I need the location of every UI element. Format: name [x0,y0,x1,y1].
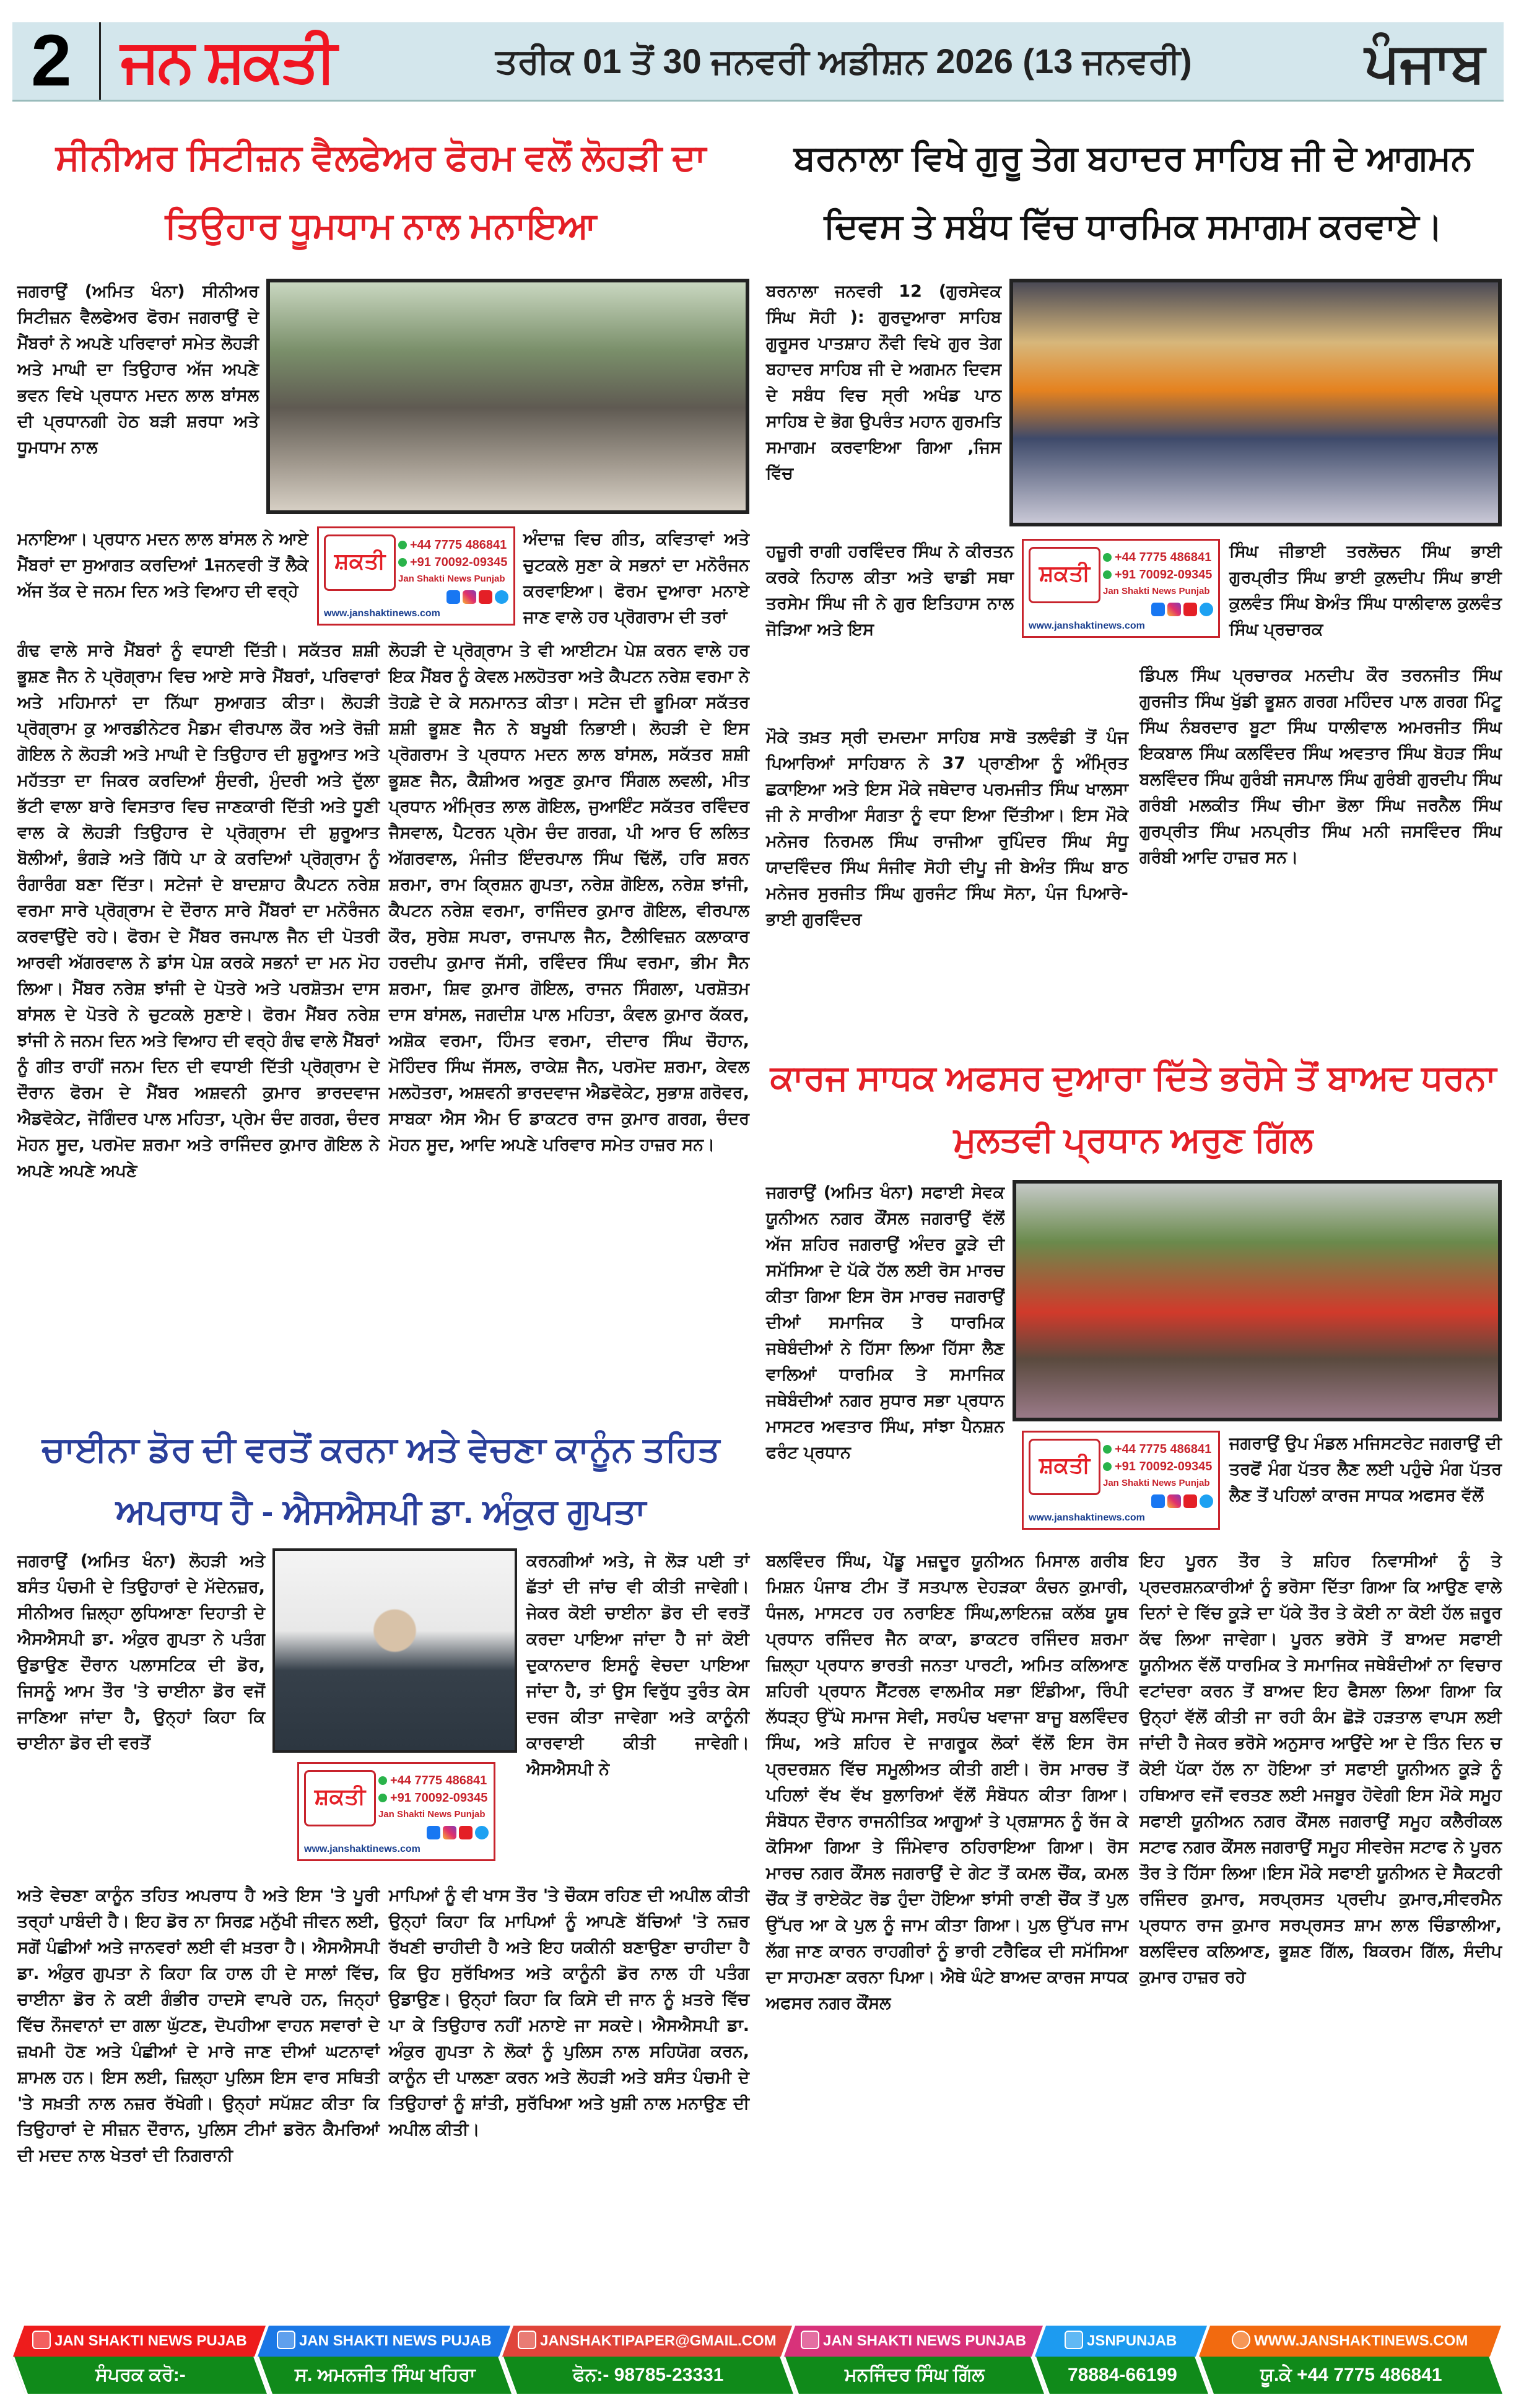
newspaper-logo [121,27,334,95]
dharna-text-col2: ਇਹ ਪੂਰਨ ਤੌਰ ਤੇ ਸ਼ਹਿਰ ਨਿਵਾਸੀਆਂ ਨੂੰ ਤੇ ਪ੍ਰਦਰਸ਼ਨਕਾਰੀਆਂ ਨੂੰ ਭਰੋਸਾ ਦਿੱਤਾ ਗਿਆ ਕਿ ਆਉਣ ਵਾਲੇ ਦਿਨਾਂ ਦੇ ਵਿੱਚ ਕੂੜੇ ਦਾ ਪੱਕੇ ਤੌਰ ਤੇ ਕੋਈ ਨਾ ਕੋਈ ਹੱਲ ਜ਼ਰੂਰ ਕੱਢ ਲਿਆ ਜਾਵੇਗਾ। ਪੂਰਨ ਭਰੋਸੇ ਤੋਂ ਬਾਅਦ ਸਫਾਈ ਯੂਨੀਅਨ ਵੱਲੋਂ ਧਾਰਮਿਕ ਤੇ ਸਮਾਜਿਕ ਜਥੇਬੰਦੀਆਂ ਨਾ ਵਿਚਾਰ ਵਟਾਂਦਰਾ ਕਰਨ ਤੋਂ ਬਾਅਦ ਇਹ ਫੈਸਲਾ ਲਿਆ ਗਿਆ ਕਿ ਉਨ੍ਹਾਂ ਵੱਲੋਂ ਕੀਤੀ ਜਾ ਰਹੀ ਕੰਮ ਛੋੜੋ ਹੜਤਾਲ ਵਾਪਸ ਲਈ ਜਾਂਦੀ ਹੈ ਜੇਕਰ ਭਰੋਸੇ ਅਨੁਸਾਰ ਆਉਂਦੇ ਆ ਦੇ ਤਿੰਨ ਦਿਨ ਚ ਕੋਈ ਪੱਕਾ ਹੱਲ ਨਾ ਹੋਇਆ ਤਾਂ ਸਫਾਈ ਯੂਨੀਅਨ ਕੂੜੇ ਨੂੰ ਹਥਿਆਰ ਵਜੋਂ ਵਰਤਣ ਲਈ ਮਜਬੂਰ ਹੋਵੇਗੀ ਇਸ ਮੌਕੇ ਸਮੂਹ ਸਫਾਈ ਯੂਨੀਅਨ ਨਗਰ ਕੌਂਸਲ ਜਗਰਾਉਂ ਸਮੂਹ ਕਲੈਰੀਕਲ ਸਟਾਫ ਨਗਰ ਕੌਂਸਲ ਜਗਰਾਉਂ ਸਮੂਹ ਸੀਵਰੇਜ ਸਟਾਫ ਨੇ ਪੂਰਨ ਤੌਰ ਤੇ ਹਿੱਸਾ ਲਿਆ।ਇਸ ਮੌਕੇ ਸਫਾਈ ਯੂਨੀਅਨ ਦੇ ਸੈਕਟਰੀ ਰਜਿੰਦਰ ਕੁਮਾਰ, ਸਰਪ੍ਰਸਤ ਪ੍ਰਦੀਪ ਕੁਮਾਰ,ਸੀਵਰਮੈਨ ਪ੍ਰਧਾਨ ਰਾਜ ਕੁਮਾਰ ਸਰਪ੍ਰਸਤ ਸ਼ਾਮ ਲਾਲ ਚਿੰਡਾਲੀਆ, ਬਲਵਿੰਦਰ ਕਲਿਆਣ, ਭੂਸ਼ਣ ਗਿੱਲ, ਬਿਕਰਮ ਗਿੱਲ, ਸੰਦੀਪ ਕੁਮਾਰ ਹਾਜ਼ਰ ਰਹੇ [1139,1551,1502,1987]
lohri-text-left: ਮਨਾਇਆ। ਪ੍ਰਧਾਨ ਮਦਨ ਲਾਲ ਬਾਂਸਲ ਨੇ ਆਏ ਮੈਂਬਰਾਂ ਦਾ ਸੁਆਗਤ ਕਰਦਿਆਂ 1ਜਨਵਰੀ ਤੋਂ ਲੈਕੇ ਅੱਜ ਤੱਕ ਦੇ ਜਨਮ ਦਿਨ ਅਤੇ ਵਿਆਹ ਦੀ ਵਰ੍ਹੇ [17,530,308,601]
footer-segment-youtube[interactable] [19,2326,260,2400]
barnala-photo [1009,279,1502,526]
dharna-headline [762,1047,1505,1171]
china-dor-text-intro: ਜਗਰਾਉਂ (ਅਮਿਤ ਖੰਨਾ) ਲੋਹੜੀ ਅਤੇ ਬਸੰਤ ਪੰਚਮੀ ਦੇ ਤਿਉਹਾਰਾਂ ਦੇ ਮੱਦੇਨਜ਼ਰ, ਸੀਨੀਅਰ ਜ਼ਿਲ੍ਹਾ ਲੁਧਿਆਣਾ ਦਿਹਾਤੀ ਦੇ ਐਸਐਸਪੀ ਡਾ. ਅੰਕੁਰ ਗੁਪਤਾ ਨੇ ਪਤੰਗ ਉਡਾਉਣ ਦੌਰਾਨ ਪਲਾਸਟਿਕ ਦੀ ਡੋਰ, ਜਿਸਨੂੰ ਆਮ ਤੌਰ 'ਤੇ ਚਾਈਨਾ ਡੋਰ ਵਜੋਂ ਜਾਣਿਆ ਜਾਂਦਾ ਹੈ, ਉਨ੍ਹਾਂ ਕਿਹਾ ਕਿ ਚਾਈਨਾ ਡੋਰ ਦੀ ਵਰਤੋਂ [17,1551,265,1753]
footer-bottom-bar [256,2357,512,2394]
barnala-text-col2-top: ਸਿੰਘ ਜੀਭਾਈ ਤਰਲੋਚਨ ਸਿੰਘ ਭਾਈ ਗੁਰਪ੍ਰੀਤ ਸਿੰਘ ਭਾਈ ਕੁਲਦੀਪ ਸਿੰਘ ਭਾਈ ਕੁਲਵੰਤ ਸਿੰਘ ਬੇਅੰਤ ਸਿੰਘ ਧਾਲੀਵਾਲ ਕੁਲਵੰਤ ਸਿੰਘ ਪ੍ਰਚਾਰਕ [1229,542,1502,639]
ad-website: www.janshaktinews.com [324,608,440,619]
instagram-icon [463,590,476,604]
china-dor-text-col2-top: ਕਰਨਗੀਆਂ ਅਤੇ, ਜੇ ਲੋੜ ਪਈ ਤਾਂ ਛੱਤਾਂ ਦੀ ਜਾਂਚ ਵੀ ਕੀਤੀ ਜਾਵੇਗੀ। ਜੇਕਰ ਕੋਈ ਚਾਈਨਾ ਡੋਰ ਦੀ ਵਰਤੋਂ ਕਰਦਾ ਪਾਇਆ ਜਾਂਦਾ ਹੈ ਜਾਂ ਕੋਈ ਦੁਕਾਨਦਾਰ ਇਸਨੂੰ ਵੇਚਦਾ ਪਾਇਆ ਜਾਂਦਾ ਹੈ, ਤਾਂ ਉਸ ਵਿਰੁੱਧ ਤੁਰੰਤ ਕੇਸ ਦਰਜ ਕੀਤਾ ਜਾਵੇਗਾ ਅਤੇ ਕਾਨੂੰਨੀ ਕਾਰਵਾਈ ਕੀਤੀ ਜਾਵੇਗੀ। ਐਸਐਸਪੀ ਨੇ [526,1551,749,1779]
ad-tagline: Jan Shakti News Punjab [378,1809,486,1820]
footer-segment-twitter[interactable] [1040,2326,1201,2400]
barnala-text-col2: ਡਿੰਪਲ ਸਿੰਘ ਪ੍ਰਚਾਰਕ ਮਨਦੀਪ ਕੌਰ ਤਰਨਜੀਤ ਸਿੰਘ ਗੁਰਜੀਤ ਸਿੰਘ ਖੁੱਡੀ ਭੂਸ਼ਨ ਗਰਗ ਮਹਿੰਦਰ ਪਾਲ ਗਰਗ ਮਿੰਟੂ ਸਿੰਘ ਨੰਬਰਦਾਰ ਬੂਟਾ ਸਿੰਘ ਧਾਲੀਵਾਲ ਅਮਰਜੀਤ ਸਿੰਘ ਇਕਬਾਲ ਸਿੰਘ ਕਲਵਿੰਦਰ ਸਿੰਘ ਅਵਤਾਰ ਸਿੰਘ ਬੋਹੜ ਸਿੰਘ ਬਲਵਿੰਦਰ ਸਿੰਘ ਗੁਰੰਬੀ ਜਸਪਾਲ ਸਿੰਘ ਗੁਰੰਬੀ ਗੁਰਦੀਪ ਸਿੰਘ ਗਰੰਬੀ ਮਲਕੀਤ ਸਿੰਘ ਚੀਮਾ ਭੋਲਾ ਸਿੰਘ ਜਰਨੈਲ ਸਿੰਘ ਗੁਰਪ੍ਰੀਤ ਸਿੰਘ ਮਨਪ੍ਰੀਤ ਸਿੰਘ ਮਨੀ ਜਸਵਿੰਦਰ ਸਿੰਘ ਗਰੰਬੀ ਆਦਿ ਹਾਜ਼ਰ ਸਨ। [1139,666,1502,867]
dharna-text-col1: ਬਲਵਿੰਦਰ ਸਿੰਘ, ਪੇਂਡੂ ਮਜ਼ਦੂਰ ਯੂਨੀਅਨ ਮਿਸਾਲ ਗਰੀਬ ਮਿਸ਼ਨ ਪੰਜਾਬ ਟੀਮ ਤੋਂ ਸਤਪਾਲ ਦੇਹੜਕਾ ਕੰਚਨ ਕੁਮਾਰੀ, ਧੰਜਲ, ਮਾਸਟਰ ਹਰ ਨਰਾਇਣ ਸਿੰਘ,ਲਾਇਨਜ਼ ਕਲੱਬ ਯੂਥ ਪ੍ਰਧਾਨ ਰਜਿੰਦਰ ਜੈਨ ਕਾਕਾ, ਡਾਕਟਰ ਰਜਿੰਦਰ ਸ਼ਰਮਾ ਜ਼ਿਲ੍ਹਾ ਪ੍ਰਧਾਨ ਭਾਰਤੀ ਜਨਤਾ ਪਾਰਟੀ, ਅਮਿਤ ਕਲਿਆਣ ਸ਼ਹਿਰੀ ਪ੍ਰਧਾਨ ਸੈਂਟਰਲ ਵਾਲਮੀਕ ਸਭਾ ਇੰਡੀਆ, ਰਿੰਪੀ ਲੱਧੜ੍ਹ ਉੱਘੇ ਸਮਾਜ ਸੇਵੀ, ਸਰਪੰਚ ਖਵਾਜਾ ਬਾਜੂ ਬਲਵਿੰਦਰ ਸਿੰਘ, ਅਤੇ ਸ਼ਹਿਰ ਦੇ ਜਾਗਰੂਕ ਲੋਕਾਂ ਵੱਲੋਂ ਇਸ ਰੋਸ ਪ੍ਰਦਰਸ਼ਨ ਵਿੱਚ ਸਮੂਲੀਅਤ ਕੀਤੀ ਗਈ। ਰੋਸ ਮਾਰਚ ਤੋਂ ਪਹਿਲਾਂ ਵੱਖ ਵੱਖ ਬੁਲਾਰਿਆਂ ਵੱਲੋਂ ਸੰਬੋਧਨ ਕੀਤਾ ਗਿਆ। ਸੰਬੋਧਨ ਦੌਰਾਨ ਰਾਜਨੀਤਿਕ ਆਗੂਆਂ ਤੇ ਪ੍ਰਸ਼ਾਸਨ ਨੂੰ ਰੱਜ ਕੇ ਕੋਸਿਆ ਗਿਆ ਤੇ ਜਿੰਮੇਵਾਰ ਠਹਿਰਾਇਆ ਗਿਆ। ਰੋਸ ਮਾਰਚ ਨਗਰ ਕੌਂਸਲ ਜਗਰਾਉਂ ਦੇ ਗੇਟ ਤੋਂ ਕਮਲ ਚੌਂਕ, ਕਮਲ ਚੌਂਕ ਤੋਂ ਰਾਏਕੋਟ ਰੋਡ ਹੁੰਦਾ ਹੋਇਆ ਝਾਂਸੀ ਰਾਣੀ ਚੌਂਕ ਤੋਂ ਪੁਲ ਉੱਪਰ ਆ ਕੇ ਪੁਲ ਨੂੰ ਜਾਮ ਕੀਤਾ ਗਿਆ। ਪੁਲ ਉੱਪਰ ਜਾਮ ਲੱਗ ਜਾਣ ਕਾਰਨ ਰਾਹਗੀਰਾਂ ਨੂੰ ਭਾਰੀ ਟਰੈਫਿਕ ਦੀ ਸਮੱਸਿਆ ਦਾ ਸਾਹਮਣਾ ਕਰਨਾ ਪਿਆ। ਐਥੇ ਘੰਟੇ ਬਾਅਦ ਕਾਰਜ ਸਾਧਕ ਅਫਸਰ ਨਗਰ ਕੌਂਸਲ [766,1551,1128,2013]
ad-website: www.janshaktinews.com [1029,1512,1145,1523]
ad-phone-india: +91 70092-09345 [1103,567,1212,583]
jan-shakti-ad [1022,1431,1220,1530]
footer-top-bar [502,2326,792,2357]
footer-top-bar [13,2326,266,2357]
lohri-photo-image [270,282,746,510]
twitter-icon [1065,2331,1083,2349]
headline-line: ਤਿਉਹਾਰ ਧੂਮਧਾਮ ਨਾਲ ਮਨਾਇਆ [165,206,597,246]
jan-shakti-ad [1022,539,1220,638]
youtube-icon [459,1826,473,1839]
headline-line: ਸੀਨੀਅਰ ਸਿਟੀਜ਼ਨ ਵੈਲਫੇਅਰ ਫੋਰਮ ਵਲੋਂ ਲੋਹੜੀ ਦਾ [55,137,707,178]
ad-website: www.janshaktinews.com [304,1844,420,1854]
footer-bottom-bar [1198,2357,1502,2394]
ad-phone-uk: +44 7775 486841 [398,537,507,553]
lohri-text-col1: ਗੰਢ ਵਾਲੇ ਸਾਰੇ ਮੈਂਬਰਾਂ ਨੂੰ ਵਧਾਈ ਦਿੱਤੀ। ਸਕੱਤਰ ਸ਼ਸ਼ੀ ਭੂਸ਼ਣ ਜੈਨ ਨੇ ਪ੍ਰੋਗ੍ਰਾਮ ਵਿਚ ਆਏ ਸਾਰੇ ਮੈਂਬਰਾਂ, ਪਰਿਵਾਰਾਂ ਅਤੇ ਮਹਿਮਾਨਾਂ ਦਾ ਨਿੱਘਾ ਸੁਆਗਤ ਕੀਤਾ। ਲੋਹੜੀ ਪ੍ਰੋਗ੍ਰਾਮ ਕੁ ਆਰਡੀਨੇਟਰ ਮੈਡਮ ਵੀਰਪਾਲ ਕੌਰ ਅਤੇ ਰੋਜ਼ੀ ਗੋਇਲ ਨੇ ਲੋਹੜੀ ਅਤੇ ਮਾਘੀ ਦੇ ਤਿਉਹਾਰ ਦੀ ਸ਼ੁਰੂਆਤ ਅਤੇ ਮਹੱਤਤਾ ਦਾ ਜਿਕਰ ਕਰਦਿਆਂ ਸੁੰਦਰੀ, ਮੁੰਦਰੀ ਅਤੇ ਦੁੱਲਾ ਭੱਟੀ ਵਾਲਾ ਬਾਰੇ ਵਿਸਤਾਰ ਵਿਚ ਜਾਣਕਾਰੀ ਦਿੱਤੀ ਅਤੇ ਧੂਣੀ ਵਾਲ ਕੇ ਲੋਹੜੀ ਤਿਉਹਾਰ ਦੇ ਪ੍ਰੋਗ੍ਰਾਮ ਦੀ ਸ਼ੁਰੂਆਤ ਬੋਲੀਆਂ, ਭੰਗੜੇ ਅਤੇ ਗਿੱਧੇ ਪਾ ਕੇ ਕਰਦਿਆਂ ਪ੍ਰੋਗ੍ਰਾਮ ਨੂੰ ਰੰਗਾਰੰਗ ਬਣਾ ਦਿੱਤਾ। ਸਟੇਜਾਂ ਦੇ ਬਾਦਸ਼ਾਹ ਕੈਪਟਨ ਨਰੇਸ਼ ਵਰਮਾ ਸਾਰੇ ਪ੍ਰੋਗ੍ਰਾਮ ਦੇ ਦੌਰਾਨ ਸਾਰੇ ਮੈਂਬਰਾਂ ਦਾ ਮਨੋਰੰਜਨ ਕਰਵਾਉਂਦੇ ਰਹੇ। ਫੋਰਮ ਦੇ ਮੈਂਬਰ ਰਜਪਾਲ ਜੈਨ ਦੀ ਪੋਤਰੀ ਆਰਵੀ ਅੱਗਰਵਾਲ ਨੇ ਡਾਂਸ ਪੇਸ਼ ਕਰਕੇ ਸਭਨਾਂ ਦਾ ਮਨ ਮੋਹ ਲਿਆ। ਮੈਂਬਰ ਨਰੇਸ਼ ਝਾਂਜੀ ਦੇ ਪੋਤਰੇ ਅਤੇ ਪਰਸ਼ੋਤਮ ਦਾਸ ਬਾਂਸਲ ਦੇ ਪੋਤਰੇ ਨੇ ਚੁਟਕਲੇ ਸੁਣਾਏ। ਫੋਰਮ ਮੈਂਬਰ ਨਰੇਸ਼ ਝਾਂਜੀ ਨੇ ਜਨਮ ਦਿਨ ਅਤੇ ਵਿਆਹ ਦੀ ਵਰ੍ਹੇ ਗੰਢ ਵਾਲੇ ਮੈਂਬਰਾਂ ਨੂੰ ਗੀਤ ਰਾਹੀਂ ਜਨਮ ਦਿਨ ਦੀ ਵਧਾਈ ਦਿੱਤੀ ਪ੍ਰੋਗ੍ਰਾਮ ਦੇ ਦੌਰਾਨ ਫੋਰਮ ਦੇ ਮੈਂਬਰ ਅਸ਼ਵਨੀ ਕੁਮਾਰ ਭਾਰਦਵਾਜ ਐਡਵੋਕੇਟ, ਜੋਗਿੰਦਰ ਪਾਲ ਮਹਿਤਾ, ਪ੍ਰੇਮ ਚੰਦ ਗਰਗ, ਚੰਦਰ ਮੋਹਨ ਸੂਦ, ਪਰਮੋਦ ਸ਼ਰਮਾ ਅਤੇ ਰਾਜਿੰਦਰ ਕੁਮਾਰ ਗੋਇਲ ਨੇ ਅਪਣੇ ਅਪਣੇ ਅਪਣੇ [17,641,380,1180]
gurdwara-photo-image [1013,282,1498,523]
ad-social-icons [1151,1494,1213,1508]
instagram-icon [443,1826,456,1839]
footer-website: WWW.JANSHAKTINEWS.COM [1254,2332,1468,2349]
facebook-icon [427,1826,440,1839]
ad-website: www.janshaktinews.com [1029,621,1145,631]
china-dor-headline [12,1418,749,1542]
twitter-icon [495,590,508,604]
youtube-icon [1183,603,1197,616]
twitter-icon [1200,1494,1213,1508]
facebook-icon [277,2331,295,2349]
gmail-icon [518,2331,536,2349]
footer-phone: ਫੋਨ:- 98785-23331 [573,2365,724,2385]
footer-bottom-bar [501,2357,793,2394]
ad-phone-uk: +44 7775 486841 [378,1773,487,1789]
dharna-photo [1013,1180,1502,1421]
footer-bottom-bar [783,2357,1044,2394]
facebook-icon [1151,603,1165,616]
footer-segment-gmail[interactable] [508,2326,786,2400]
section-name: ਪੰਜਾਬ [1364,32,1485,93]
twitter-icon [475,1826,489,1839]
footer-bottom-bar [12,2357,267,2394]
twitter-icon [1200,603,1213,616]
ad-phone-india: +91 70092-09345 [1103,1459,1212,1475]
ad-logo: ਸ਼ਕਤੀ [304,1770,376,1826]
instagram-icon [1167,603,1181,616]
footer-handle: JAN SHAKTI NEWS PUJAB [298,2332,492,2349]
ad-tagline: Jan Shakti News Punjab [1103,586,1210,596]
facebook-icon [447,590,460,604]
ad-phone-india: +91 70092-09345 [378,1790,487,1806]
ad-social-icons [427,1826,489,1839]
footer-segment-instagram[interactable] [790,2326,1037,2400]
footer-contact-label: ਸੰਪਰਕ ਕਰੋ:- [95,2365,186,2385]
headline-line: ਮੁਲਤਵੀ ਪ੍ਰਧਾਨ ਅਰੁਣ ਗਿੱਲ [953,1120,1313,1159]
jan-shakti-ad [317,526,515,626]
headline-line: ਕਾਰਜ ਸਾਧਕ ਅਫਸਰ ਦੁਆਰਾ ਦਿੱਤੇ ਭਰੋਸੇ ਤੋਂ ਬਾਅਦ ਧਰਨਾ [770,1058,1497,1097]
dharna-text-col2-top: ਜਗਰਾਉਂ ਉਪ ਮੰਡਲ ਮਜਿਸਟਰੇਟ ਜਗਰਾਉਂ ਦੀ ਤਰਫੋਂ ਮੰਗ ਪੱਤਰ ਲੈਣ ਲਈ ਪਹੁੰਚੇ ਮੰਗ ਪੱਤਰ ਲੈਣ ਤੋਂ ਪਹਿਲਾਂ ਕਾਰਜ ਸਾਧਕ ਅਫਸਰ ਵੱਲੋਂ [1229,1434,1502,1505]
lohri-text-intro: ਜਗਰਾਉਂ (ਅਮਿਤ ਖੰਨਾ) ਸੀਨੀਅਰ ਸਿਟੀਜ਼ਨ ਵੈਲਫੇਅਰ ਫੋਰਮ ਜਗਰਾਉਂ ਦੇ ਮੈਂਬਰਾਂ ਨੇ ਅਪਣੇ ਪਰਿਵਾਰਾਂ ਸਮੇਤ ਲੋਹੜੀ ਅਤੇ ਮਾਘੀ ਦਾ ਤਿਉਹਾਰ ਅੱਜ ਅਪਣੇ ਭਵਨ ਵਿਖੇ ਪ੍ਰਧਾਨ ਮਦਨ ਲਾਲ ਬਾਂਸਲ ਦੀ ਪ੍ਰਧਾਨਗੀ ਹੇਠ ਬੜੀ ਸ਼ਰਧਾ ਅਤੇ ਧੂਮਧਾਮ ਨਾਲ [17,282,259,457]
masthead-divider [99,22,101,100]
footer-phone-uk: ਯੂ.ਕੇ +44 7775 486841 [1260,2365,1442,2385]
masthead [12,22,1504,102]
ad-logo: ਸ਼ਕਤੀ [324,534,396,591]
footer-top-bar [784,2326,1043,2357]
ad-tagline: Jan Shakti News Punjab [398,574,505,584]
headline-line: ਦਿਵਸ ਤੇ ਸਬੰਧ ਵਿੱਚ ਧਾਰਮਿਕ ਸਮਾਗਮ ਕਰਵਾਏ। [824,206,1443,245]
youtube-icon [479,590,492,604]
dharna-text-intro: ਜਗਰਾਉਂ (ਅਮਿਤ ਖੰਨਾ) ਸਫਾਈ ਸੇਵਕ ਯੂਨੀਅਨ ਨਗਰ ਕੌਂਸਲ ਜਗਰਾਉਂ ਵੱਲੋਂ ਅੱਜ ਸ਼ਹਿਰ ਜਗਰਾਉਂ ਅੰਦਰ ਕੂੜੇ ਦੀ ਸਮੱਸਿਆ ਦੇ ਪੱਕੇ ਹੱਲ ਲਈ ਰੋਸ ਮਾਰਚ ਕੀਤਾ ਗਿਆ ਇਸ ਰੋਸ ਮਾਰਚ ਜਗਰਾਉਂ ਦੀਆਂ ਸਮਾਜਿਕ ਤੇ ਧਾਰਮਿਕ ਜਥੇਬੰਦੀਆਂ ਨੇ ਹਿੱਸਾ ਲਿਆ ਹਿੱਸਾ ਲੈਣ ਵਾਲਿਆਂ ਧਾਰਮਿਕ ਤੇ ਸਮਾਜਿਕ ਜਥੇਬੰਦੀਆਂ ਨਗਰ ਸੁਧਾਰ ਸਭਾ ਪ੍ਰਧਾਨ ਮਾਸਟਰ ਅਵਤਾਰ ਸਿੰਘ, ਸਾਂਝਾ ਪੈਨਸ਼ਨ ਫਰੰਟ ਪ੍ਰਧਾਨ [766,1183,1004,1462]
logo-text: ਜਨ ਸ਼ਕਤੀ [121,28,335,94]
page-number: 2 [31,20,72,102]
footer-segment-website[interactable] [1205,2326,1496,2400]
lohri-text-col2: ਲੋਹੜੀ ਦੇ ਪ੍ਰੋਗ੍ਰਾਮ ਤੇ ਵੀ ਆਈਟਮ ਪੇਸ਼ ਕਰਨ ਵਾਲੇ ਹਰ ਇਕ ਮੈਂਬਰ ਨੂੰ ਕੇਵਲ ਮਲਹੋਤਰਾ ਅਤੇ ਕੈਪਟਨ ਨਰੇਸ਼ ਵਰਮਾ ਨੇ ਤੋਹਫ਼ੇ ਦੇ ਕੇ ਸਨਮਾਨਤ ਕੀਤਾ। ਸਟੇਜ ਦੀ ਭੂਮਿਕਾ ਸਕੱਤਰ ਸ਼ਸ਼ੀ ਭੂਸ਼ਣ ਜੈਨ ਨੇ ਬਖੂਬੀ ਨਿਭਾਈ। ਲੋਹੜੀ ਦੇ ਇਸ ਪ੍ਰੋਗਰਾਮ ਤੇ ਪ੍ਰਧਾਨ ਮਦਨ ਲਾਲ ਬਾਂਸਲ, ਸਕੱਤਰ ਸ਼ਸ਼ੀ ਭੂਸ਼ਣ ਜੈਨ, ਕੈਸ਼ੀਅਰ ਅਰੁਣ ਕੁਮਾਰ ਸਿੰਗਲ ਲਵਲੀ, ਮੀਤ ਪ੍ਰਧਾਨ ਅੰਮ੍ਰਿਤ ਲਾਲ ਗੋਇਲ, ਜੁਆਇੰਟ ਸਕੱਤਰ ਰਵਿੰਦਰ ਜੈਸਵਾਲ, ਪੈਟਰਨ ਪ੍ਰੇਮ ਚੰਦ ਗਰਗ, ਪੀ ਆਰ ਓ ਲਲਿਤ ਅੱਗਰਵਾਲ, ਮੰਜੀਤ ਇੰਦਰਪਾਲ ਸਿੰਘ ਢਿੱਲੋਂ, ਹਰਿ ਸ਼ਰਨ ਸ਼ਰਮਾ, ਰਾਮ ਕ੍ਰਿਸ਼ਨ ਗੁਪਤਾ, ਨਰੇਸ਼ ਗੋਇਲ, ਨਰੇਸ਼ ਝਾਂਜੀ, ਕੈਪਟਨ ਨਰੇਸ਼ ਵਰਮਾ, ਰਾਜਿੰਦਰ ਕੁਮਾਰ ਗੋਇਲ, ਵੀਰਪਾਲ ਕੌਰ, ਸੁਰੇਸ਼ ਸਪਰਾ, ਰਾਜਪਾਲ ਜੈਨ, ਟੈਲੀਵਿਜ਼ਨ ਕਲਾਕਾਰ ਹਰਦੀਪ ਕੁਮਾਰ ਜੱਸੀ, ਰਵਿੰਦਰ ਸਿੰਘ ਵਰਮਾ, ਭੀਮ ਸੈਨ ਸ਼ਰਮਾ, ਸ਼ਿਵ ਕੁਮਾਰ ਗੋਇਲ, ਰਾਜਨ ਸਿੰਗਲਾ, ਪਰਸ਼ੋਤਮ ਦਾਸ ਬਾਂਸਲ, ਜਗਦੀਸ਼ ਪਾਲ ਮਹਿਤਾ, ਕੰਵਲ ਕੁਮਾਰ ਕੱਕਰ, ਅਸ਼ੋਕ ਵਰਮਾ, ਹਿੰਮਤ ਵਰਮਾ, ਦੀਦਾਰ ਸਿੰਘ ਚੌਹਾਨ, ਮੋਹਿੰਦਰ ਸਿੰਘ ਜੱਸਲ, ਰਾਕੇਸ਼ ਜੈਨ, ਪਰਮੋਦ ਸ਼ਰਮਾ, ਕੇਵਲ ਮਲਹੋਤਰਾ, ਅਸ਼ਵਨੀ ਭਾਰਦਵਾਜ ਐਡਵੋਕੇਟ, ਸੁਭਾਸ਼ ਗਰੋਵਰ, ਸਾਬਕਾ ਐਸ ਐਮ ਓ ਡਾਕਟਰ ਰਾਜ ਕੁਮਾਰ ਗਰਗ, ਚੰਦਰ ਮੋਹਨ ਸੂਦ, ਆਦਿ ਅਪਣੇ ਪਰਿਵਾਰ ਸਮੇਤ ਹਾਜ਼ਰ ਸਨ। [389,641,749,1154]
ad-social-icons [447,590,508,604]
ad-phone-uk: +44 7775 486841 [1103,1441,1211,1457]
lohri-headline [12,124,749,260]
contact-footer [12,2326,1504,2400]
footer-segment-facebook[interactable] [263,2326,505,2400]
youtube-icon [1183,1494,1197,1508]
facebook-icon [1151,1494,1165,1508]
instagram-icon [801,2331,819,2349]
footer-contact-name: ਮਨਜਿੰਦਰ ਸਿੰਘ ਗਿੱਲ [845,2365,985,2385]
ad-tagline: Jan Shakti News Punjab [1103,1478,1210,1488]
footer-handle: JAN SHAKTI NEWS PUJAB [54,2332,247,2349]
footer-handle: JAN SHAKTI NEWS PUNJAB [822,2332,1027,2349]
footer-contact-name: ਸ. ਅਮਨਜੀਤ ਸਿੰਘ ਖਹਿਰਾ [295,2365,476,2385]
footer-top-bar [1199,2326,1501,2357]
ssp-photo [272,1548,517,1753]
footer-handle: JSNPUNJAB [1087,2332,1177,2349]
edition-date: ਤਰੀਕ 01 ਤੋਂ 30 ਜਨਵਰੀ ਅਡੀਸ਼ਨ 2026 (13 ਜਨਵਰੀ) [495,41,1192,81]
youtube-icon [32,2331,51,2349]
police-officer-photo-image [275,1551,515,1750]
headline-line: ਬਰਨਾਲਾ ਵਿਖੇ ਗੁਰੂ ਤੇਗ ਬਹਾਦਰ ਸਾਹਿਬ ਜੀ ਦੇ ਆਗਮਨ [793,138,1473,177]
headline-line: ਚਾਈਨਾ ਡੋਰ ਦੀ ਵਰਤੋਂ ਕਰਨਾ ਅਤੇ ਵੇਚਣਾ ਕਾਨੂੰਨ ਤਹਿਤ [41,1429,720,1468]
footer-top-bar [258,2326,510,2357]
protest-photo-image [1016,1184,1498,1418]
lohri-text-col2-top: ਅੰਦਾਜ਼ ਵਿਚ ਗੀਤ, ਕਵਿਤਾਵਾਂ ਅਤੇ ਚੁਟਕਲੇ ਸੁਣਾ ਕੇ ਸਭਨਾਂ ਦਾ ਮਨੋਰੰਜਨ ਕਰਵਾਇਆ। ਫੋਰਮ ਦੁਆਰਾ ਮਨਾਏ ਜਾਣ ਵਾਲੇ ਹਰ ਪ੍ਰੋਗਰਾਮ ਦੀ ਤਰਾਂ [523,530,749,627]
jan-shakti-ad [297,1762,495,1861]
barnala-text-left: ਹਜ਼ੂਰੀ ਰਾਗੀ ਹਰਵਿੰਦਰ ਸਿੰਘ ਨੇ ਕੀਰਤਨ ਕਰਕੇ ਨਿਹਾਲ ਕੀਤਾ ਅਤੇ ਢਾਡੀ ਸਥਾ ਤਰਸੇਮ ਸਿੰਘ ਜੀ ਨੇ ਗੁਰ ਇਤਿਹਾਸ ਨਾਲ ਜੋੜਿਆ ਅਤੇ ਇਸ [766,542,1014,639]
barnala-text-intro: ਬਰਨਾਲਾ ਜਨਵਰੀ 12 (ਗੁਰਸੇਵਕ ਸਿੰਘ ਸੋਹੀ ): ਗੁਰਦੁਆਰਾ ਸਾਹਿਬ ਗੁਰੂਸਰ ਪਾਤਸ਼ਾਹ ਨੌਵੀ ਵਿਖੇ ਗੁਰ ਤੇਗ ਬਹਾਦਰ ਸਾਹਿਬ ਜੀ ਦੇ ਅਗਮਨ ਦਿਵਸ ਦੇ ਸਬੰਧ ਵਿਚ ਸ੍ਰੀ ਅਖੰਡ ਪਾਠ ਸਾਹਿਬ ਦੇ ਭੋਗ ਉਪਰੰਤ ਮਹਾਨ ਗੁਰਮਤਿ ਸਮਾਗਮ ਕਰਵਾਇਆ ਗਿਆ ,ਜਿਸ ਵਿੱਚ [766,282,1001,483]
headline-line: ਅਪਰਾਧ ਹੈ - ਐਸਐਸਪੀ ਡਾ. ਅੰਕੁਰ ਗੁਪਤਾ [115,1491,647,1530]
footer-email: JANSHAKTIPAPER@GMAIL.COM [540,2332,777,2349]
footer-bottom-bar [1034,2357,1208,2394]
china-dor-text-col2: ਮਾਪਿਆਂ ਨੂੰ ਵੀ ਖਾਸ ਤੌਰ 'ਤੇ ਚੌਕਸ ਰਹਿਣ ਦੀ ਅਪੀਲ ਕੀਤੀ ਉਨ੍ਹਾਂ ਕਿਹਾ ਕਿ ਮਾਪਿਆਂ ਨੂੰ ਆਪਣੇ ਬੱਚਿਆਂ 'ਤੇ ਨਜ਼ਰ ਰੱਖਣੀ ਚਾਹੀਦੀ ਹੈ ਅਤੇ ਇਹ ਯਕੀਨੀ ਬਣਾਉਣਾ ਚਾਹੀਦਾ ਹੈ ਕਿ ਉਹ ਸੁਰੱਖਿਅਤ ਅਤੇ ਕਾਨੂੰਨੀ ਡੋਰ ਨਾਲ ਹੀ ਪਤੰਗ ਉਡਾਉਣ। ਉਨ੍ਹਾਂ ਕਿਹਾ ਕਿ ਕਿਸੇ ਦੀ ਜਾਨ ਨੂੰ ਖ਼ਤਰੇ ਵਿੱਚ ਪਾ ਕੇ ਤਿਉਹਾਰ ਨਹੀਂ ਮਨਾਏ ਜਾ ਸਕਦੇ। ਐਸਐਸਪੀ ਡਾ. ਅੰਕੁਰ ਗੁਪਤਾ ਨੇ ਲੋਕਾਂ ਨੂੰ ਪੁਲਿਸ ਨਾਲ ਸਹਿਯੋਗ ਕਰਨ, ਕਾਨੂੰਨ ਦੀ ਪਾਲਣਾ ਕਰਨ ਅਤੇ ਲੋਹੜੀ ਅਤੇ ਬਸੰਤ ਪੰਚਮੀ ਦੇ ਤਿਉਹਾਰਾਂ ਨੂੰ ਸ਼ਾਂਤੀ, ਸੁਰੱਖਿਆ ਅਤੇ ਖੁਸ਼ੀ ਨਾਲ ਮਨਾਉਣ ਦੀ ਅਪੀਲ ਕੀਤੀ। [389,1886,749,2139]
ad-logo: ਸ਼ਕਤੀ [1029,1439,1100,1495]
ad-phone-india: +91 70092-09345 [398,554,507,570]
barnala-text-col1: ਮੌਕੇ ਤਖ਼ਤ ਸ੍ਰੀ ਦਮਦਮਾ ਸਾਹਿਬ ਸਾਬੋ ਤਲਵੰਡੀ ਤੋਂ ਪੰਜ ਪਿਆਰਿਆਂ ਸਾਹਿਬਾਨ ਨੇ 37 ਪ੍ਰਾਣੀਆ ਨੂੰ ਅੰਮ੍ਰਿਤ ਛਕਾਇਆ ਅਤੇ ਇਸ ਮੌਕੇ ਜਥੇਦਾਰ ਪਰਮਜੀਤ ਸਿੰਘ ਖਾਲਸਾ ਜੀ ਨੇ ਸਾਰੀਆ ਸੰਗਤਾ ਨੂੰ ਵਧਾ ਇਆ ਦਿੱਤੀਆ। ਇਸ ਮੌਕੇ ਮਨੇਜਰ ਨਿਰਮਲ ਸਿੰਘ ਰਾਜੀਆ ਰੁਪਿੰਦਰ ਸਿੰਘ ਸੰਧੂ ਯਾਦਵਿੰਦਰ ਸਿੰਘ ਸੰਜੀਵ ਸੋਹੀ ਦੀਪੂ ਜੀ ਬੇਅੰਤ ਸਿੰਘ ਬਾਠ ਮਨੇਜਰ ਸੁਰਜੀਤ ਸਿੰਘ ਗੁਰਜੰਟ ਸਿੰਘ ਸੋਨਾ, ਪੰਜ ਪਿਆਰੇ- ਭਾਈ ਗੁਰਵਿੰਦਰ [766,728,1128,929]
lohri-photo [266,279,749,514]
barnala-headline [762,124,1505,260]
footer-phone: 78884-66199 [1067,2365,1177,2385]
globe-icon [1232,2331,1250,2349]
instagram-icon [1167,1494,1181,1508]
ad-logo: ਸ਼ਕਤੀ [1029,547,1100,603]
ad-phone-uk: +44 7775 486841 [1103,549,1211,565]
china-dor-text-col1: ਅਤੇ ਵੇਚਣਾ ਕਾਨੂੰਨ ਤਹਿਤ ਅਪਰਾਧ ਹੈ ਅਤੇ ਇਸ 'ਤੇ ਪੂਰੀ ਤਰ੍ਹਾਂ ਪਾਬੰਦੀ ਹੈ। ਇਹ ਡੋਰ ਨਾ ਸਿਰਫ਼ ਮਨੁੱਖੀ ਜੀਵਨ ਲਈ, ਸਗੋਂ ਪੰਛੀਆਂ ਅਤੇ ਜਾਨਵਰਾਂ ਲਈ ਵੀ ਖ਼ਤਰਾ ਹੈ। ਐਸਐਸਪੀ ਡਾ. ਅੰਕੁਰ ਗੁਪਤਾ ਨੇ ਕਿਹਾ ਕਿ ਹਾਲ ਹੀ ਦੇ ਸਾਲਾਂ ਵਿੱਚ, ਚਾਈਨਾ ਡੋਰ ਨੇ ਕਈ ਗੰਭੀਰ ਹਾਦਸੇ ਵਾਪਰੇ ਹਨ, ਜਿਨ੍ਹਾਂ ਵਿੱਚ ਨੌਜਵਾਨਾਂ ਦਾ ਗਲਾ ਘੁੱਟਣ, ਦੋਪਹੀਆ ਵਾਹਨ ਸਵਾਰਾਂ ਦੇ ਜ਼ਖਮੀ ਹੋਣ ਅਤੇ ਪੰਛੀਆਂ ਦੇ ਮਾਰੇ ਜਾਣ ਦੀਆਂ ਘਟਨਾਵਾਂ ਸ਼ਾਮਲ ਹਨ। ਇਸ ਲਈ, ਜ਼ਿਲ੍ਹਾ ਪੁਲਿਸ ਇਸ ਵਾਰ ਸਥਿਤੀ 'ਤੇ ਸਖ਼ਤੀ ਨਾਲ ਨਜ਼ਰ ਰੱਖੇਗੀ। ਉਨ੍ਹਾਂ ਸਪੱਸ਼ਟ ਕੀਤਾ ਕਿ ਤਿਉਹਾਰਾਂ ਦੇ ਸੀਜ਼ਨ ਦੌਰਾਨ, ਪੁਲਿਸ ਟੀਮਾਂ ਡਰੋਨ ਕੈਮਰਿਆਂ ਦੀ ਮਦਦ ਨਾਲ ਖੇਤਰਾਂ ਦੀ ਨਿਗਰਾਨੀ [17,1886,380,2165]
ad-social-icons [1151,603,1213,616]
footer-top-bar [1035,2326,1207,2357]
